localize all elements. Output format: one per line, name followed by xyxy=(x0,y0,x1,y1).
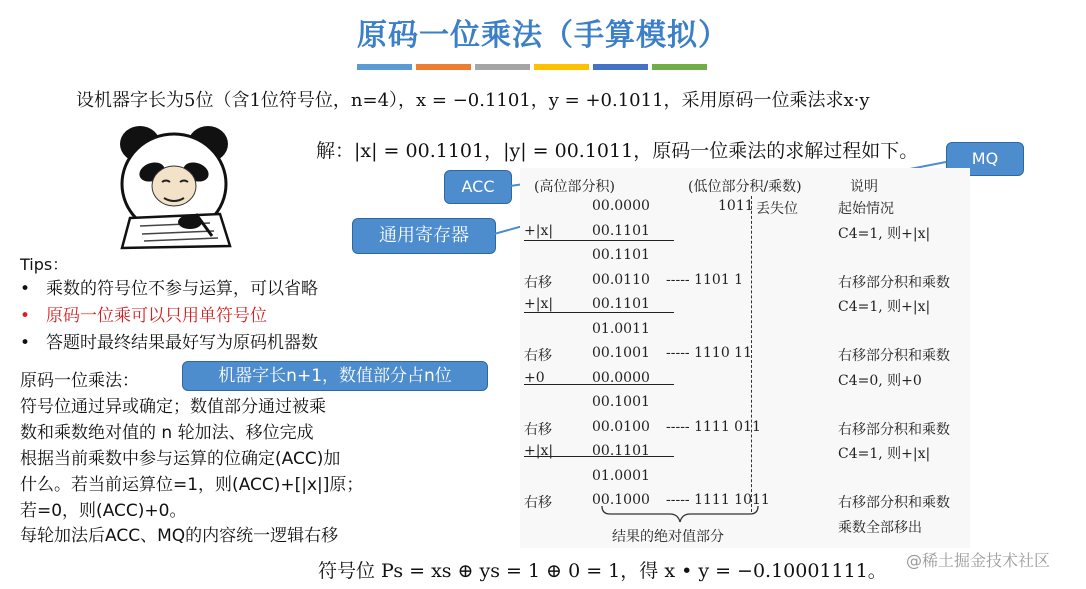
mq-header: (低位部分积/乘数) xyxy=(688,179,802,195)
result-brace xyxy=(600,504,760,524)
method-line-1 xyxy=(20,392,326,417)
row-acc-11: 01.0001 xyxy=(592,467,650,484)
acc-callout: ACC xyxy=(444,170,512,204)
row-mq-3: ----- 1101 1 xyxy=(666,271,744,288)
row-op-7: +0 xyxy=(524,369,545,386)
row-note-9: 右移部分积和乘数 xyxy=(838,421,950,438)
mq-callout: MQ xyxy=(946,142,1024,176)
row-note-12: 右移部分积和乘数 xyxy=(838,495,950,511)
acc-header: (高位部分积) xyxy=(534,179,615,195)
row-acc-9: 00.0100 xyxy=(592,418,650,435)
row-acc-6: 00.1001 xyxy=(592,345,650,361)
row-acc-7: 00.0000 xyxy=(592,369,650,386)
note-header: 说明 xyxy=(850,179,878,195)
color-bar-5 xyxy=(593,64,648,70)
method-line-6 xyxy=(20,521,338,546)
color-bar-2 xyxy=(416,64,471,70)
row-acc-1: 00.1101 xyxy=(592,222,650,239)
row-op-1: +|x| xyxy=(524,222,554,239)
sum-line-2 xyxy=(524,312,674,313)
panda-meme-image xyxy=(100,122,250,250)
row-note-3: 右移部分积和乘数 xyxy=(838,274,950,291)
problem-statement xyxy=(76,86,870,112)
problem-text: 设机器字长为5位（含1位符号位，n=4），x = −0.1101，y = +0.1011，采用原码一位乘法求x·y xyxy=(76,90,870,111)
method-line-3: 根据当前乘数中参与运算的位确定(ACC)加 xyxy=(20,449,341,469)
row-note-13: 乘数全部移出 xyxy=(838,519,922,536)
result-footer: 结果的绝对值部分 xyxy=(612,529,724,545)
method-line-5: 若=0，则(ACC)+0。 xyxy=(20,501,187,521)
method-text-1: 符号位通过异或确定；数值部分通过被乘 xyxy=(20,397,326,417)
row-note-7: C4=0, 则+0 xyxy=(838,372,922,389)
sign-formula: 符号位 Ps = xs ⊕ ys = 1 ⊕ 0 = 1，得 x • y = −0.10001111。 xyxy=(318,560,887,582)
method-text-6: 每轮加法后ACC、MQ的内容统一逻辑右移 xyxy=(20,526,339,546)
color-bar-3 xyxy=(475,64,530,70)
row-acc-10: 00.1101 xyxy=(592,443,650,459)
method-text-2: 数和乘数绝对值的 n 轮加法、移位完成 xyxy=(20,423,314,443)
tip-item-3: • 答题时最终结果最好写为原码机器数 xyxy=(20,333,318,353)
sum-line-1 xyxy=(524,240,674,241)
row-acc-3: 00.0110 xyxy=(592,271,650,288)
row-mq-9: ----- 1111 011 xyxy=(666,418,761,435)
row-acc-0: 00.0000 xyxy=(592,198,650,214)
tip-text-2: 原码一位乘可以只用单符号位 xyxy=(46,306,267,326)
row-op-10: +|x| xyxy=(524,443,554,459)
color-bar-6 xyxy=(652,64,707,70)
row-mq-0: 1011 xyxy=(718,198,754,214)
slide-title: 原码一位乘法（手算模拟） xyxy=(357,18,729,53)
register-callout: 通用寄存器 xyxy=(352,218,496,254)
row-op-6: 右移 xyxy=(524,348,552,364)
method-line-2 xyxy=(20,418,314,443)
multiplication-process-table xyxy=(520,168,970,548)
tip-item-2: • 原码一位乘可以只用单符号位 xyxy=(20,306,267,326)
tip-item-1: • 乘数的符号位不参与运算，可以省略 xyxy=(20,279,318,299)
row-note-1: C4=1, 则+|x| xyxy=(838,225,931,242)
row-mq-12: ----- 1111 1011 xyxy=(666,492,770,508)
color-bar-1 xyxy=(357,64,412,70)
solution-statement: 解：|x| = 00.1101，|y| = 00.1011，原码一位乘法的求解过程如下。 xyxy=(316,140,919,162)
row-op-12: 右移 xyxy=(524,495,552,511)
row-note-6: 右移部分积和乘数 xyxy=(838,348,950,364)
row-acc-8: 00.1001 xyxy=(592,394,650,410)
watermark: @稀土掘金技术社区 xyxy=(906,551,1051,570)
row-op-4: +|x| xyxy=(524,296,554,312)
row-acc-5: 01.0011 xyxy=(592,320,650,337)
row-acc-12: 00.1000 xyxy=(592,492,650,508)
tips-heading: Tips： xyxy=(20,255,69,274)
row-note-4: C4=1, 则+|x| xyxy=(838,299,931,315)
color-bar-4 xyxy=(534,64,589,70)
method-line-4: 什么。若当前运算位=1，则(ACC)+[|x|]原； xyxy=(20,475,364,495)
row-acc-2: 00.1101 xyxy=(592,247,650,263)
row-op-9: 右移 xyxy=(524,421,552,438)
row-mq-6: ----- 1110 11 xyxy=(666,345,752,361)
tip-text-3: 答题时最终结果最好写为原码机器数 xyxy=(46,333,318,353)
row-note-0: 起始情况 xyxy=(838,201,894,217)
method-label: 原码一位乘法： xyxy=(20,371,139,391)
word-length-callout: 机器字长n+1，数值部分占n位 xyxy=(182,361,488,391)
tip-text-1: 乘数的符号位不参与运算，可以省略 xyxy=(46,279,318,299)
row-op-3: 右移 xyxy=(524,274,552,291)
row-note-10: C4=1, 则+|x| xyxy=(838,446,931,462)
lost-bit-label: 丢失位 xyxy=(756,201,798,217)
row-acc-4: 00.1101 xyxy=(592,296,650,312)
